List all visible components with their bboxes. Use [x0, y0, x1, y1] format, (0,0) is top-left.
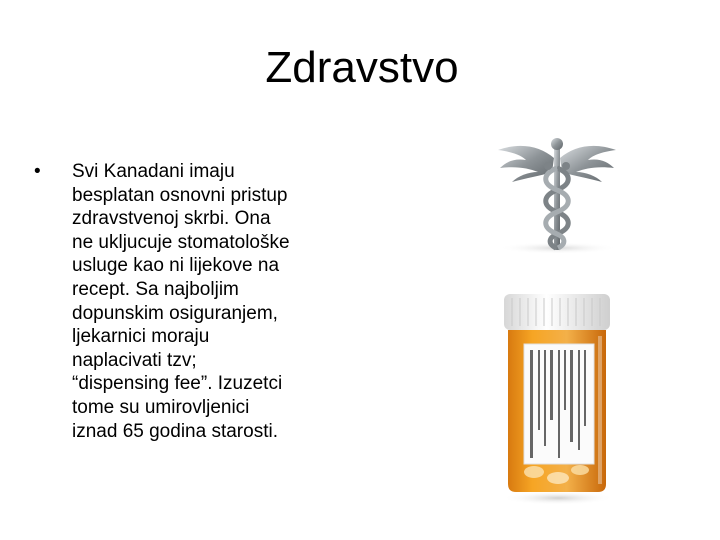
- pill-bottle-icon: [498, 292, 616, 506]
- slide-title: Zdravstvo: [265, 43, 459, 92]
- bullet-line: ne ukljucuje stomatološke: [72, 231, 290, 253]
- bullet-line: usluge kao ni lijekove na: [72, 255, 280, 277]
- bullet-line: Svi Kanadani imaju: [72, 161, 235, 182]
- bullet-line: recept. Sa najboljim: [72, 278, 239, 300]
- caduceus-icon: [492, 128, 620, 268]
- bullet-line: “dispensing fee”. Izuzetci: [72, 373, 283, 395]
- bullet-list: [34, 160, 354, 443]
- bullet-line: tome su umirovljenici: [72, 396, 250, 418]
- bullet-line: ljekarnici moraju: [72, 326, 210, 348]
- bullet-line: besplatan osnovni pristup: [72, 184, 288, 206]
- bullet-line: dopunskim osiguranjem,: [72, 302, 278, 324]
- bullet-marker: •: [34, 161, 41, 182]
- bullet-line: zdravstvenoj skrbi. Ona: [72, 208, 271, 230]
- bullet-line: iznad 65 godina starosti.: [72, 420, 278, 442]
- bullet-item: [34, 160, 354, 443]
- bullet-line: naplacivati tzv;: [72, 349, 197, 371]
